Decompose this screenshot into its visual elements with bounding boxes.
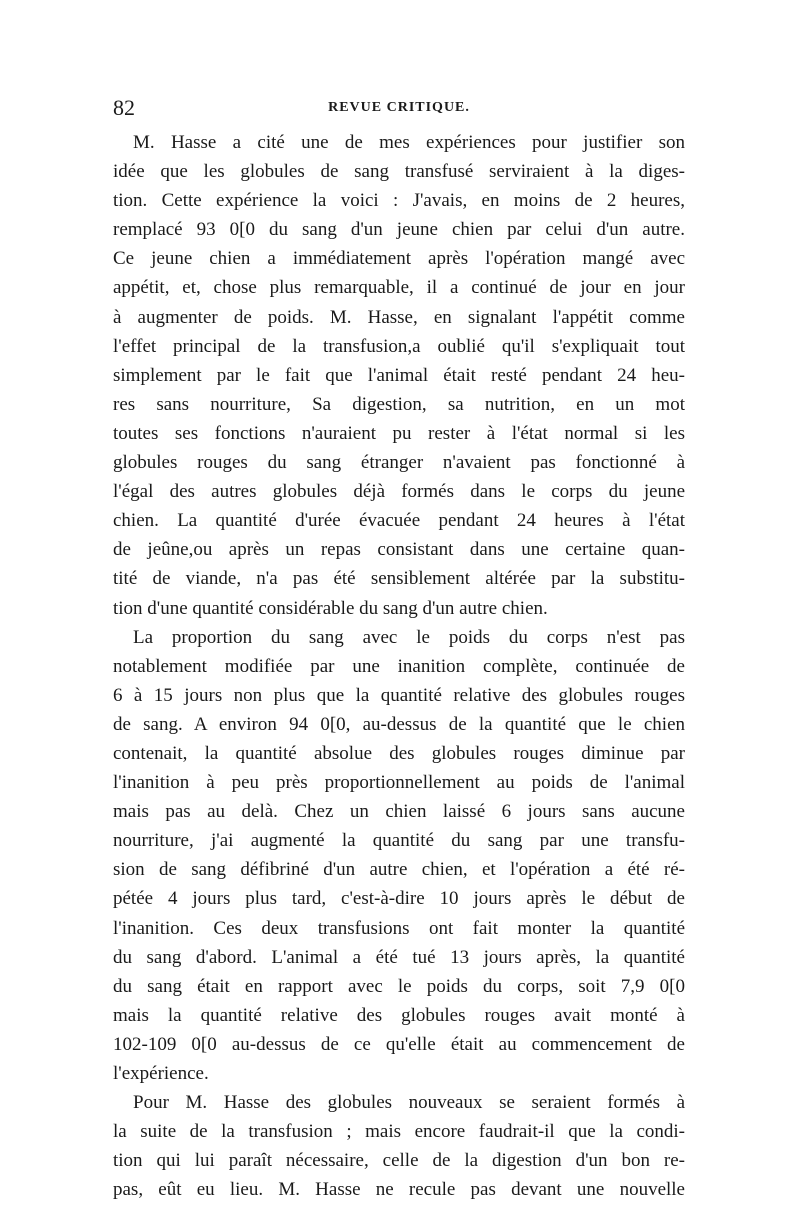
text-line: sion de sang défibriné d'un autre chien, et l'opération a été ré- bbox=[113, 859, 685, 881]
text-line: remplacé 93 0[0 du sang d'un jeune chien par celui d'un autre. bbox=[113, 219, 685, 241]
text-line: mais pas au delà. Chez un chien laissé 6 jours sans aucune bbox=[113, 801, 685, 823]
text-line: appétit, et, chose plus remarquable, il a continué de jour en jour bbox=[113, 277, 685, 299]
text-line: l'inanition à peu près proportionnellement au poids de l'animal bbox=[113, 772, 685, 794]
text-line: 6 à 15 jours non plus que la quantité relative des globules rouges bbox=[113, 684, 685, 706]
running-title: REVUE CRITIQUE. bbox=[328, 100, 470, 115]
text-line: idée que les globules de sang transfusé serviraient à la diges- bbox=[113, 161, 685, 183]
text-line: simplement par le fait que l'animal était resté pendant 24 heu- bbox=[113, 364, 685, 386]
text-line: chien. La quantité d'urée évacuée pendant 24 heures à l'état bbox=[113, 510, 685, 532]
text-line: du sang était en rapport avec le poids du corps, soit 7,9 0[0 bbox=[113, 975, 685, 997]
text-line: toutes ses fonctions n'auraient pu rester à l'état normal si les bbox=[113, 422, 685, 444]
text-line: res sans nourriture, Sa digestion, sa nutrition, en un mot bbox=[113, 393, 685, 415]
text-line: Ce jeune chien a immédiatement après l'opération mangé avec bbox=[113, 248, 685, 270]
text-line: 102-109 0[0 au-dessus de ce qu'elle était au commencement de bbox=[113, 1033, 685, 1055]
text-line: l'inanition. Ces deux transfusions ont fait monter la quantité bbox=[113, 917, 685, 939]
text-line: nourriture, j'ai augmenté la quantité du sang par une transfu- bbox=[113, 830, 685, 852]
text-line: tion qui lui paraît nécessaire, celle de la digestion d'un bon re- bbox=[113, 1150, 685, 1172]
text-line: l'expérience. bbox=[113, 1063, 209, 1084]
text-line: notablement modifiée par une inanition complète, continuée de bbox=[113, 655, 685, 677]
text-line: de sang. A environ 94 0[0, au-dessus de la quantité que le chien bbox=[113, 713, 685, 735]
text-line: M. Hasse a cité une de mes expériences pour justifier son bbox=[133, 132, 685, 153]
text-line: pas, eût eu lieu. M. Hasse ne recule pas devant une nouvelle bbox=[113, 1179, 685, 1201]
text-line: la suite de la transfusion ; mais encore faudrait-il que la condi- bbox=[113, 1121, 685, 1143]
text-line: de jeûne,ou après un repas consistant dans une certaine quan- bbox=[113, 539, 685, 561]
text-line: La proportion du sang avec le poids du corps n'est pas bbox=[133, 626, 685, 648]
text-line: globules rouges du sang étranger n'avaient pas fonctionné à bbox=[113, 452, 685, 474]
text-line: contenait, la quantité absolue des globules rouges diminue par bbox=[113, 742, 685, 764]
page-header bbox=[113, 95, 685, 125]
text-line: tité de viande, n'a pas été sensiblement altérée par la substitu- bbox=[113, 568, 685, 590]
text-line: mais la quantité relative des globules rouges avait monté à bbox=[113, 1004, 685, 1026]
text-line: tion d'une quantité considérable du sang d'un autre chien. bbox=[113, 597, 548, 619]
text-line: l'égal des autres globules déjà formés dans le corps du jeune bbox=[113, 481, 685, 503]
text-line: l'effet principal de la transfusion,a oublié qu'il s'expliquait tout bbox=[113, 335, 685, 357]
text-line: du sang d'abord. L'animal a été tué 13 jours après, la quantité bbox=[113, 946, 685, 968]
text-line: à augmenter de poids. M. Hasse, en signalant l'appétit comme bbox=[113, 306, 685, 328]
text-line: pétée 4 jours plus tard, c'est-à-dire 10 jours après le début de bbox=[113, 888, 685, 910]
text-line: tion. Cette expérience la voici : J'avais, en moins de 2 heures, bbox=[113, 190, 685, 212]
page-number: 82 bbox=[113, 95, 135, 120]
body-text bbox=[113, 128, 685, 1204]
text-line: Pour M. Hasse des globules nouveaux se seraient formés à bbox=[133, 1092, 685, 1114]
